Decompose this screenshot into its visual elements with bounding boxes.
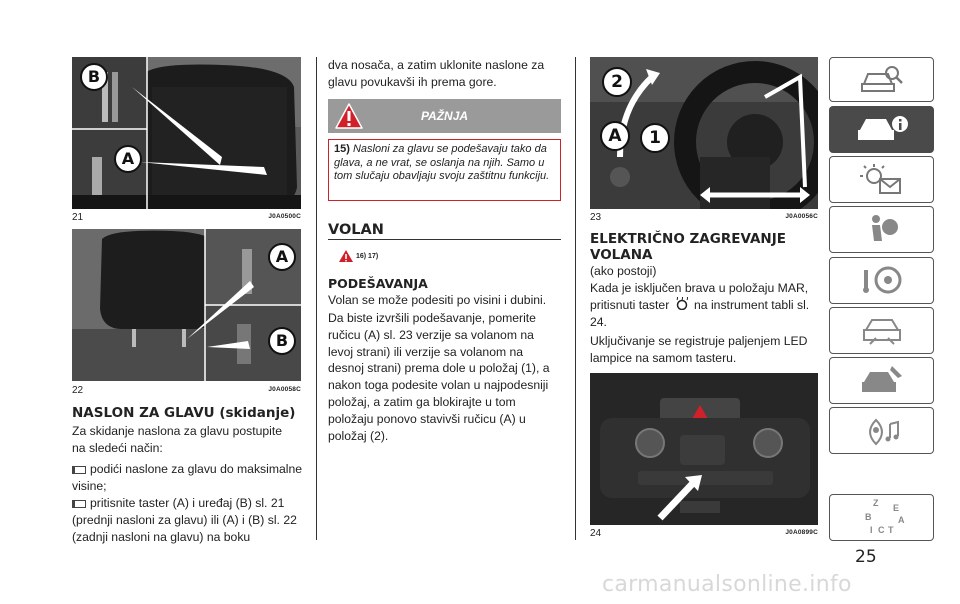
figure-21-photo (72, 57, 301, 209)
warning-box (328, 99, 561, 201)
sidebar-tab-index[interactable] (829, 494, 934, 541)
callout-b: B (80, 63, 108, 91)
multimedia-icon (860, 414, 904, 446)
heading-rule (328, 239, 561, 240)
heated-steering-wheel-icon (673, 297, 691, 310)
bullet-text: pritisnite taster (A) i uređaj (B) sl. 21 (prednji nasloni za glavu) ili (A) i (B) sl. 22 (zadnji nasloni na glavu) na boku (72, 496, 297, 544)
figure-24-photo (590, 373, 818, 525)
callout-a: A (600, 121, 630, 151)
callout-2: 2 (602, 67, 632, 97)
section-heading-heated-wheel: ELEKTRIČNO ZAGREVANJE VOLANA (590, 231, 786, 263)
index-letter: I (870, 525, 873, 535)
sidebar-tab-car-search[interactable] (829, 57, 934, 102)
warning-refs: 16) 17) (356, 253, 379, 260)
index-letter: T (888, 525, 894, 535)
intro-paragraph: Za skidanje naslona za glavu postupite na sledeći način: (72, 424, 283, 455)
section-heading-volan: VOLAN (328, 222, 384, 238)
car-info-icon (856, 114, 908, 146)
warning-lights-icon (860, 164, 904, 196)
figure-code: J0A0056C (785, 213, 818, 220)
bullet-icon (72, 466, 86, 474)
sidebar-tab-car-repair[interactable] (829, 307, 934, 354)
warning-triangle-icon (338, 249, 354, 263)
sidebar-tab-car-service[interactable] (829, 357, 934, 404)
figure-code: J0A0058C (268, 386, 301, 393)
bullet-item (72, 461, 304, 495)
sidebar-tab-car-info[interactable] (829, 106, 934, 153)
warning-ref: 15) (334, 143, 350, 155)
paragraph: (ako postoji) (590, 264, 657, 278)
callout-1: 1 (640, 123, 670, 153)
sidebar-tab-warning-lights[interactable] (829, 156, 934, 203)
paragraph-part: Kada je isključen brava u položaju MAR, pritisnuti taster (590, 281, 809, 312)
bullet-icon (72, 500, 86, 508)
figure-code: J0A0899C (785, 529, 818, 536)
sidebar-tab-airbag[interactable] (829, 206, 934, 253)
figure-code: J0A0500C (268, 213, 301, 220)
figure-number: 22 (72, 385, 84, 396)
sidebar-tab-multimedia[interactable] (829, 407, 934, 454)
warning-title: PAŽNJA (420, 109, 469, 123)
index-letter: B (865, 512, 872, 522)
callout-a: A (114, 145, 142, 173)
figure-21-caption (72, 212, 301, 223)
column-divider (316, 57, 317, 540)
car-service-icon (860, 364, 904, 396)
bullet-text: podići naslone za glavu do maksimalne visine; (72, 462, 303, 493)
subheading-podesavanja: PODEŠAVANJA (328, 276, 428, 291)
paragraph-part: na instrument tabli sl. 24. (590, 297, 810, 329)
car-repair-icon (860, 314, 904, 346)
figure-22-caption (72, 385, 301, 396)
car-search-icon (860, 64, 904, 94)
watermark: carmanualsonline.info (602, 572, 852, 597)
warning-text: Nasloni za glavu se podešavaju tako da glava, a ne vrat, se oslanja na njih. Samo u tom slučaju obavljaju svoju zaštitnu funkciju. (334, 143, 550, 182)
warning-header-bar (328, 99, 561, 133)
figure-24-caption (590, 528, 818, 539)
steering-key-icon (860, 264, 904, 296)
warning-body (328, 139, 561, 201)
dashboard-controls-graphic (590, 373, 818, 525)
paragraph (590, 280, 822, 330)
bullet-item (72, 495, 304, 545)
index-letter: Z (873, 498, 879, 508)
figure-23-photo (590, 57, 818, 209)
sidebar-tab-steering-key[interactable] (829, 257, 934, 304)
figure-22-photo (72, 229, 301, 381)
airbag-icon (864, 213, 900, 245)
paragraph: Volan se može podesiti po visini i dubini. (328, 293, 547, 307)
index-letter: C (878, 525, 885, 535)
figure-23-caption (590, 212, 818, 223)
section-heading-headrest: NASLON ZA GLAVU (skidanje) (72, 405, 296, 421)
column-divider (575, 57, 576, 540)
figure-number: 24 (590, 528, 602, 539)
callout-a: A (268, 243, 296, 271)
figure-number: 23 (590, 212, 602, 223)
rear-headrest-graphic (72, 229, 301, 381)
index-letter: E (893, 503, 900, 513)
paragraph: Uključivanje se registruje paljenjem LED lampice na samom tasteru. (590, 334, 808, 365)
continuation-paragraph: dva nosača, a zatim uklonite naslone za glavu povukavši ih prema gore. (328, 58, 545, 89)
index-letter: A (898, 515, 905, 525)
figure-number: 21 (72, 212, 84, 223)
page-number: 25 (855, 547, 877, 567)
callout-b: B (268, 327, 296, 355)
paragraph: Da biste izvršili podešavanje, pomerite ručicu (A) sl. 23 verzije sa volanom na levoj strani) ili verzije sa volanom na desnoj strani) prema dole u položaj (1), a nakon toga podesite volan u najpodesniji položaj, a zatim ga blokirajte u tom položaju ponovo stavivši ručicu (A) u položaj (2). (328, 311, 550, 443)
